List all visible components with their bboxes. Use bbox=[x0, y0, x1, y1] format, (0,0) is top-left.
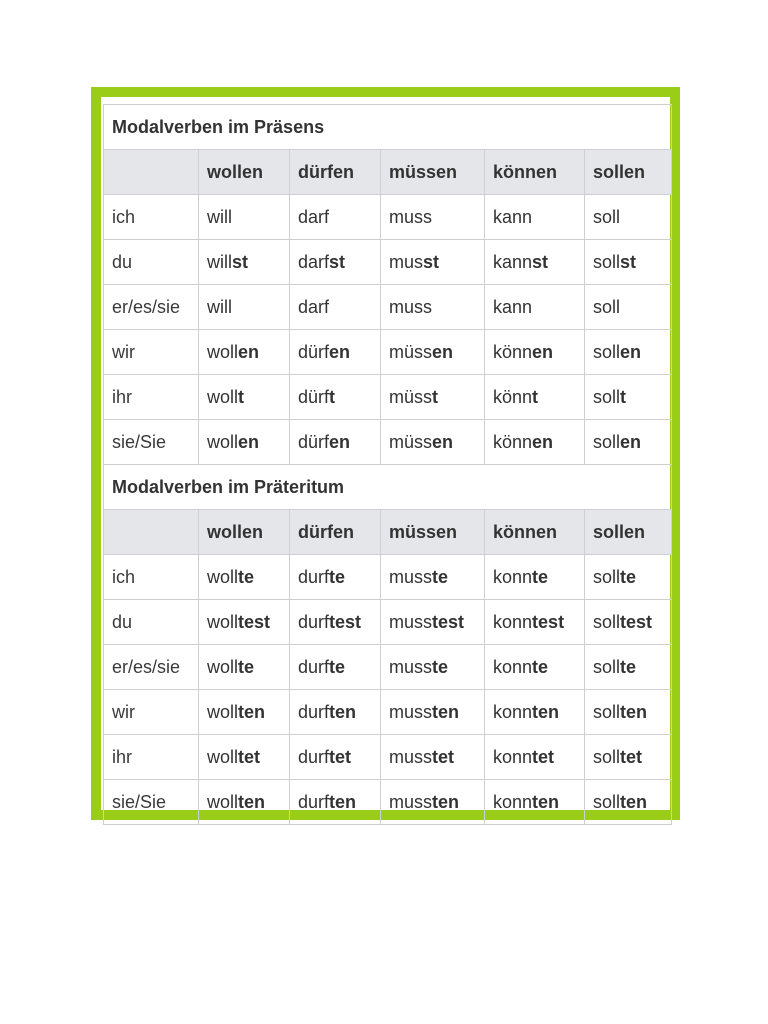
verb-stem: dürf bbox=[298, 386, 330, 407]
verb-form-cell bbox=[290, 195, 381, 240]
verb-stem: soll bbox=[593, 341, 621, 362]
verb-stem: könn bbox=[493, 386, 533, 407]
verb-form-cell bbox=[585, 420, 672, 465]
header-row bbox=[104, 510, 672, 555]
verb-form-cell bbox=[381, 645, 485, 690]
verb-ending: ten bbox=[238, 791, 266, 812]
verb-stem: müss bbox=[389, 341, 433, 362]
verb-stem: durf bbox=[298, 701, 330, 722]
verb-form-cell bbox=[199, 735, 290, 780]
verb-stem: muss bbox=[389, 611, 433, 632]
verb-ending: te bbox=[238, 566, 255, 587]
verb-ending: en bbox=[238, 341, 260, 362]
header-empty-cell bbox=[104, 510, 199, 555]
verb-stem: kann bbox=[493, 206, 533, 227]
table-row bbox=[104, 330, 672, 375]
verb-form-cell bbox=[485, 240, 585, 285]
verb-ending: te bbox=[620, 566, 637, 587]
verb-ending: te bbox=[532, 656, 549, 677]
verb-form-cell bbox=[485, 645, 585, 690]
verb-ending: st bbox=[620, 251, 637, 272]
verb-stem: durf bbox=[298, 746, 330, 767]
pronoun-cell: wir bbox=[104, 690, 199, 735]
column-header: können bbox=[485, 510, 585, 555]
verb-stem: soll bbox=[593, 791, 621, 812]
verb-form-cell bbox=[485, 330, 585, 375]
section-title-row bbox=[104, 105, 672, 150]
table-row bbox=[104, 645, 672, 690]
verb-form-cell bbox=[381, 330, 485, 375]
verb-stem: konn bbox=[493, 746, 533, 767]
verb-stem: soll bbox=[593, 206, 621, 227]
verb-form-cell bbox=[290, 645, 381, 690]
verb-ending: test bbox=[329, 611, 362, 632]
verb-form-cell bbox=[485, 600, 585, 645]
verb-ending: ten bbox=[329, 701, 357, 722]
pronoun-cell: er/es/sie bbox=[104, 645, 199, 690]
column-header: können bbox=[485, 150, 585, 195]
verb-ending: tet bbox=[329, 746, 352, 767]
verb-stem: woll bbox=[207, 656, 239, 677]
verb-form-cell bbox=[585, 690, 672, 735]
column-header: müssen bbox=[381, 510, 485, 555]
verb-stem: konn bbox=[493, 701, 533, 722]
verb-form-cell bbox=[381, 555, 485, 600]
verb-stem: woll bbox=[207, 341, 239, 362]
verb-ending: en bbox=[238, 431, 260, 452]
verb-form-cell bbox=[381, 195, 485, 240]
verb-stem: konn bbox=[493, 656, 533, 677]
verb-ending: tet bbox=[620, 746, 643, 767]
verb-form-cell bbox=[199, 285, 290, 330]
verb-ending: en bbox=[532, 341, 554, 362]
verb-form-cell bbox=[199, 330, 290, 375]
verb-form-cell bbox=[290, 375, 381, 420]
verb-form-cell bbox=[381, 780, 485, 825]
verb-form-cell bbox=[381, 375, 485, 420]
pronoun-cell: ich bbox=[104, 555, 199, 600]
verb-stem: woll bbox=[207, 746, 239, 767]
verb-stem: soll bbox=[593, 566, 621, 587]
pronoun-cell: er/es/sie bbox=[104, 285, 199, 330]
table-row bbox=[104, 285, 672, 330]
verb-stem: soll bbox=[593, 701, 621, 722]
verb-stem: soll bbox=[593, 296, 621, 317]
pronoun-cell: du bbox=[104, 600, 199, 645]
verb-stem: kann bbox=[493, 251, 533, 272]
verb-ending: t bbox=[329, 386, 336, 407]
verb-form-cell bbox=[199, 420, 290, 465]
verb-stem: kann bbox=[493, 296, 533, 317]
verb-ending: te bbox=[238, 656, 255, 677]
verb-ending: te bbox=[532, 566, 549, 587]
verb-stem: woll bbox=[207, 566, 239, 587]
verb-stem: durf bbox=[298, 791, 330, 812]
table-row bbox=[104, 375, 672, 420]
verb-form-cell bbox=[585, 555, 672, 600]
verb-stem: woll bbox=[207, 791, 239, 812]
table-row bbox=[104, 600, 672, 645]
verb-form-cell bbox=[199, 375, 290, 420]
verb-ending: te bbox=[329, 656, 346, 677]
column-header: wollen bbox=[199, 510, 290, 555]
verb-ending: en bbox=[532, 431, 554, 452]
verb-stem: muss bbox=[389, 656, 433, 677]
column-header: dürfen bbox=[290, 150, 381, 195]
verb-stem: müss bbox=[389, 431, 433, 452]
verb-ending: st bbox=[232, 251, 249, 272]
table-row bbox=[104, 735, 672, 780]
verb-form-cell bbox=[290, 420, 381, 465]
verb-ending: test bbox=[238, 611, 271, 632]
verb-form-cell bbox=[381, 600, 485, 645]
pronoun-cell: du bbox=[104, 240, 199, 285]
verb-stem: darf bbox=[298, 296, 330, 317]
verb-stem: könn bbox=[493, 341, 533, 362]
verb-form-cell bbox=[199, 555, 290, 600]
verb-ending: te bbox=[432, 656, 449, 677]
verb-ending: st bbox=[329, 251, 346, 272]
table-row bbox=[104, 420, 672, 465]
verb-ending: tet bbox=[532, 746, 555, 767]
verb-ending: te bbox=[620, 656, 637, 677]
verb-stem: muss bbox=[389, 746, 433, 767]
conjugation-card bbox=[91, 87, 680, 820]
verb-form-cell bbox=[199, 240, 290, 285]
verb-form-cell bbox=[381, 420, 485, 465]
verb-form-cell bbox=[585, 195, 672, 240]
verb-stem: will bbox=[207, 251, 232, 272]
verb-form-cell bbox=[585, 285, 672, 330]
verb-ending: ten bbox=[329, 791, 357, 812]
verb-form-cell bbox=[290, 780, 381, 825]
verb-stem: will bbox=[207, 296, 232, 317]
verb-ending: ten bbox=[238, 701, 266, 722]
modal-verbs-table bbox=[103, 104, 672, 825]
verb-stem: konn bbox=[493, 566, 533, 587]
verb-stem: durf bbox=[298, 656, 330, 677]
verb-ending: test bbox=[432, 611, 465, 632]
pronoun-cell: wir bbox=[104, 330, 199, 375]
verb-ending: ten bbox=[620, 701, 648, 722]
verb-ending: en bbox=[620, 341, 642, 362]
verb-form-cell bbox=[290, 600, 381, 645]
verb-stem: dürf bbox=[298, 431, 330, 452]
verb-stem: durf bbox=[298, 611, 330, 632]
column-header: wollen bbox=[199, 150, 290, 195]
pronoun-cell: ihr bbox=[104, 735, 199, 780]
verb-form-cell bbox=[585, 240, 672, 285]
verb-form-cell bbox=[290, 285, 381, 330]
verb-form-cell bbox=[485, 420, 585, 465]
verb-form-cell bbox=[485, 780, 585, 825]
verb-stem: soll bbox=[593, 251, 621, 272]
verb-ending: tet bbox=[432, 746, 455, 767]
verb-form-cell bbox=[381, 690, 485, 735]
pronoun-cell: ihr bbox=[104, 375, 199, 420]
verb-stem: woll bbox=[207, 431, 239, 452]
verb-form-cell bbox=[585, 375, 672, 420]
verb-form-cell bbox=[381, 735, 485, 780]
column-header: sollen bbox=[585, 150, 672, 195]
column-header: müssen bbox=[381, 150, 485, 195]
verb-stem: soll bbox=[593, 611, 621, 632]
verb-form-cell bbox=[199, 780, 290, 825]
table-row bbox=[104, 690, 672, 735]
verb-ending: en bbox=[329, 341, 351, 362]
verb-ending: en bbox=[432, 341, 454, 362]
column-header: sollen bbox=[585, 510, 672, 555]
verb-stem: muss bbox=[389, 701, 433, 722]
verb-form-cell bbox=[290, 690, 381, 735]
verb-ending: ten bbox=[432, 791, 460, 812]
section-title: Modalverben im Präteritum bbox=[104, 465, 672, 510]
verb-form-cell bbox=[485, 195, 585, 240]
pronoun-cell: sie/Sie bbox=[104, 780, 199, 825]
verb-stem: darf bbox=[298, 251, 330, 272]
verb-form-cell bbox=[199, 600, 290, 645]
pronoun-cell: sie/Sie bbox=[104, 420, 199, 465]
verb-form-cell bbox=[585, 600, 672, 645]
verb-stem: durf bbox=[298, 566, 330, 587]
verb-form-cell bbox=[485, 285, 585, 330]
verb-form-cell bbox=[290, 240, 381, 285]
verb-ending: ten bbox=[532, 791, 560, 812]
verb-form-cell bbox=[290, 330, 381, 375]
verb-stem: woll bbox=[207, 386, 239, 407]
pronoun-cell: ich bbox=[104, 195, 199, 240]
verb-form-cell bbox=[485, 375, 585, 420]
verb-stem: konn bbox=[493, 611, 533, 632]
column-header: dürfen bbox=[290, 510, 381, 555]
verb-stem: konn bbox=[493, 791, 533, 812]
verb-ending: t bbox=[238, 386, 245, 407]
verb-stem: mus bbox=[389, 251, 424, 272]
section-title: Modalverben im Präsens bbox=[104, 105, 672, 150]
verb-stem: muss bbox=[389, 566, 433, 587]
table-row bbox=[104, 240, 672, 285]
verb-stem: muss bbox=[389, 206, 433, 227]
section-title-row bbox=[104, 465, 672, 510]
verb-ending: ten bbox=[532, 701, 560, 722]
verb-form-cell bbox=[381, 240, 485, 285]
verb-stem: soll bbox=[593, 746, 621, 767]
verb-ending: tet bbox=[238, 746, 261, 767]
verb-form-cell bbox=[585, 735, 672, 780]
verb-form-cell bbox=[199, 645, 290, 690]
table-row bbox=[104, 195, 672, 240]
verb-ending: st bbox=[423, 251, 440, 272]
verb-form-cell bbox=[485, 735, 585, 780]
verb-stem: muss bbox=[389, 791, 433, 812]
verb-ending: ten bbox=[620, 791, 648, 812]
verb-stem: woll bbox=[207, 701, 239, 722]
verb-form-cell bbox=[585, 330, 672, 375]
verb-ending: test bbox=[532, 611, 565, 632]
verb-ending: en bbox=[620, 431, 642, 452]
verb-form-cell bbox=[199, 690, 290, 735]
verb-form-cell bbox=[290, 555, 381, 600]
verb-stem: soll bbox=[593, 431, 621, 452]
verb-ending: te bbox=[329, 566, 346, 587]
verb-form-cell bbox=[199, 195, 290, 240]
verb-ending: en bbox=[432, 431, 454, 452]
verb-form-cell bbox=[585, 780, 672, 825]
verb-stem: darf bbox=[298, 206, 330, 227]
verb-stem: will bbox=[207, 206, 232, 227]
verb-ending: te bbox=[432, 566, 449, 587]
verb-form-cell bbox=[585, 645, 672, 690]
header-empty-cell bbox=[104, 150, 199, 195]
verb-stem: woll bbox=[207, 611, 239, 632]
verb-ending: t bbox=[532, 386, 539, 407]
verb-stem: müss bbox=[389, 386, 433, 407]
verb-form-cell bbox=[485, 555, 585, 600]
verb-ending: t bbox=[432, 386, 439, 407]
verb-ending: t bbox=[620, 386, 627, 407]
verb-ending: en bbox=[329, 431, 351, 452]
table-row bbox=[104, 555, 672, 600]
verb-stem: könn bbox=[493, 431, 533, 452]
verb-stem: dürf bbox=[298, 341, 330, 362]
verb-stem: soll bbox=[593, 656, 621, 677]
verb-stem: soll bbox=[593, 386, 621, 407]
table-row bbox=[104, 780, 672, 825]
verb-form-cell bbox=[485, 690, 585, 735]
verb-ending: st bbox=[532, 251, 549, 272]
header-row bbox=[104, 150, 672, 195]
verb-form-cell bbox=[381, 285, 485, 330]
verb-form-cell bbox=[290, 735, 381, 780]
verb-stem: muss bbox=[389, 296, 433, 317]
verb-ending: ten bbox=[432, 701, 460, 722]
verb-ending: test bbox=[620, 611, 653, 632]
